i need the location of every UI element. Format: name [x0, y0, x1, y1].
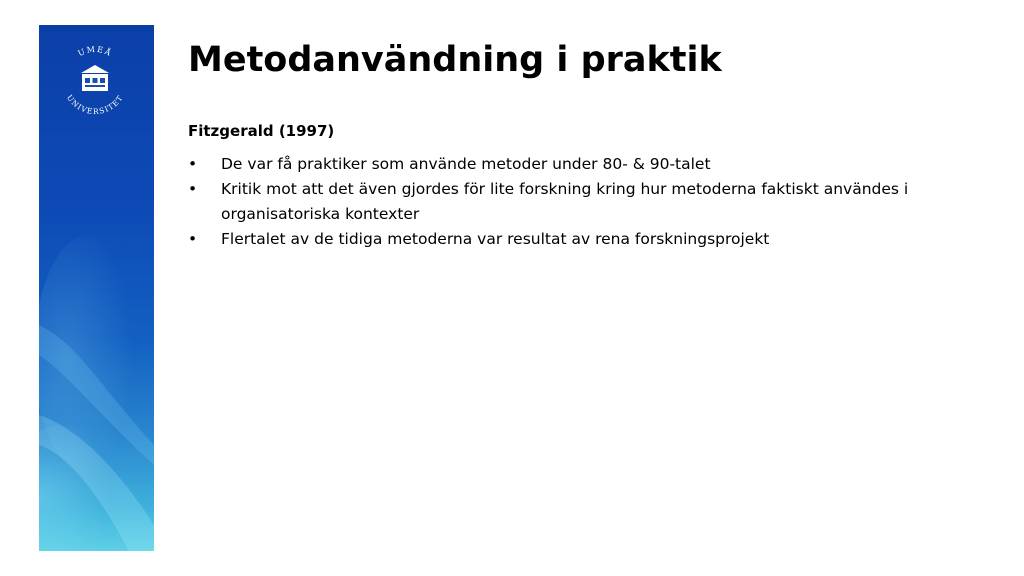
bullet-text: De var få praktiker som använde metoder under 80- & 90-talet: [221, 155, 711, 173]
building-icon: [81, 65, 109, 91]
bullet-marker: •: [188, 180, 198, 198]
bullet-text: Kritik mot att det även gjordes för lite forskning kring hur metoderna faktiskt användes i organisatoriska kontexter: [221, 180, 909, 223]
subheading: Fitzgerald (1997): [188, 122, 335, 140]
bullet-item: [188, 227, 988, 252]
bullet-marker: •: [188, 230, 198, 248]
umea-university-logo: [57, 42, 133, 118]
logo-text-top: UMEÅ: [76, 44, 114, 59]
bullet-item: [188, 177, 988, 227]
bullet-text: Flertalet av de tidiga metoderna var resultat av rena forskningsprojekt: [221, 230, 770, 248]
svg-text:UMEÅ: [77, 45, 114, 59]
bullet-list: [188, 152, 988, 252]
svg-text:UNIVERSITET: [65, 93, 125, 116]
slide-title: Metodanvändning i praktik: [188, 40, 722, 80]
logo-text-bottom: UNIVERSITET: [64, 93, 126, 117]
bullet-item: [188, 152, 988, 177]
bullet-marker: •: [188, 155, 198, 173]
